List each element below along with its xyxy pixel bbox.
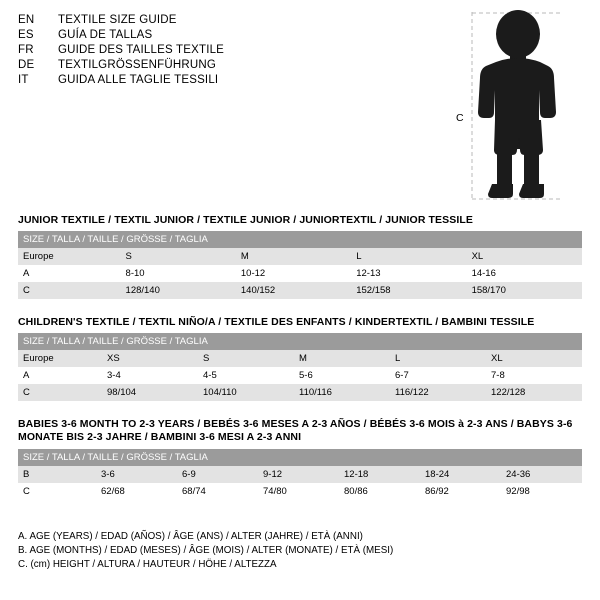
cell: S — [198, 350, 294, 367]
language-header — [18, 14, 438, 89]
childrens-size-table — [18, 333, 582, 401]
cell: 3-4 — [102, 367, 198, 384]
table-header-row — [18, 333, 582, 350]
row-label: A — [18, 265, 121, 282]
footnotes — [18, 530, 578, 572]
cell: 62/68 — [96, 483, 177, 500]
child-silhouette-icon — [440, 8, 590, 203]
row-label: C — [18, 282, 121, 299]
table-row — [18, 384, 582, 401]
language-row — [18, 29, 438, 41]
table-row — [18, 282, 582, 299]
language-row — [18, 44, 438, 56]
cell: 74/80 — [258, 483, 339, 500]
table-row — [18, 367, 582, 384]
cell: 6-7 — [390, 367, 486, 384]
cell: 128/140 — [121, 282, 236, 299]
cell: L — [351, 248, 466, 265]
table-row — [18, 483, 582, 500]
language-title: TEXTILGRÖSSENFÜHRUNG — [58, 59, 216, 71]
cell: 104/110 — [198, 384, 294, 401]
babies-size-table — [18, 449, 582, 500]
cell: 14-16 — [467, 265, 582, 282]
cell: 12-18 — [339, 466, 420, 483]
section-title: BABIES 3-6 MONTH TO 2-3 YEARS / BEBÉS 3-6 MESES A 2-3 AÑOS / BÉBÉS 3-6 MOIS à 2-3 ANS / BABYS 3-6 MONATE BIS 2-3 JAHRE / BAMBINI 3-6 MESI A 2-3 ANNI — [18, 418, 573, 443]
table-header-label: SIZE / TALLA / TAILLE / GRÖSSE / TAGLIA — [18, 333, 582, 350]
row-label: Europe — [18, 350, 102, 367]
cell: 152/158 — [351, 282, 466, 299]
language-title: GUIDE DES TAILLES TEXTILE — [58, 44, 225, 56]
language-code: EN — [18, 14, 35, 26]
measure-label-c: C — [456, 112, 464, 124]
section-title: JUNIOR TEXTILE / TEXTIL JUNIOR / TEXTILE JUNIOR / JUNIORTEXTIL / JUNIOR TESSILE — [18, 214, 473, 226]
table-header-row — [18, 449, 582, 466]
cell: 140/152 — [236, 282, 351, 299]
cell: 8-10 — [121, 265, 236, 282]
junior-textile-section — [18, 214, 582, 299]
cell: 110/116 — [294, 384, 390, 401]
cell: 18-24 — [420, 466, 501, 483]
row-label: Europe — [18, 248, 121, 265]
table-row — [18, 466, 582, 483]
language-title: GUÍA DE TALLAS — [58, 29, 153, 41]
cell: L — [390, 350, 486, 367]
row-label: B — [18, 466, 96, 483]
row-label: A — [18, 367, 102, 384]
childrens-textile-section — [18, 316, 582, 401]
language-code: IT — [18, 74, 29, 86]
footnote-b: B. AGE (MONTHS) / EDAD (MESES) / ÂGE (MOIS) / ALTER (MONATE) / ETÀ (MESI) — [18, 545, 394, 556]
table-header-label: SIZE / TALLA / TAILLE / GRÖSSE / TAGLIA — [18, 449, 582, 466]
cell: 10-12 — [236, 265, 351, 282]
row-label: C — [18, 384, 102, 401]
language-code: ES — [18, 29, 34, 41]
cell: 12-13 — [351, 265, 466, 282]
cell: 5-6 — [294, 367, 390, 384]
language-row — [18, 14, 438, 26]
language-title: GUIDA ALLE TAGLIE TESSILI — [58, 74, 219, 86]
table-header-row — [18, 231, 582, 248]
table-row — [18, 350, 582, 367]
row-label: C — [18, 483, 96, 500]
cell: 116/122 — [390, 384, 486, 401]
cell: XL — [486, 350, 582, 367]
measurement-figure — [440, 8, 590, 203]
footnote-c: C. (cm) HEIGHT / ALTURA / HAUTEUR / HÖHE / ALTEZZA — [18, 559, 277, 570]
cell: 122/128 — [486, 384, 582, 401]
cell: 98/104 — [102, 384, 198, 401]
language-code: DE — [18, 59, 35, 71]
table-row — [18, 248, 582, 265]
language-title: TEXTILE SIZE GUIDE — [58, 14, 177, 26]
table-row — [18, 265, 582, 282]
cell: 158/170 — [467, 282, 582, 299]
cell: M — [294, 350, 390, 367]
language-code: FR — [18, 44, 34, 56]
babies-textile-section — [18, 418, 582, 500]
cell: 6-9 — [177, 466, 258, 483]
language-row — [18, 74, 438, 86]
table-header-label: SIZE / TALLA / TAILLE / GRÖSSE / TAGLIA — [18, 231, 582, 248]
language-row — [18, 59, 438, 71]
section-title: CHILDREN'S TEXTILE / TEXTIL NIÑO/A / TEXTILE DES ENFANTS / KINDERTEXTIL / BAMBINI TESSILE — [18, 316, 535, 328]
junior-size-table — [18, 231, 582, 299]
cell: XL — [467, 248, 582, 265]
cell: 80/86 — [339, 483, 420, 500]
cell: 68/74 — [177, 483, 258, 500]
cell: 86/92 — [420, 483, 501, 500]
cell: 24-36 — [501, 466, 582, 483]
cell: 3-6 — [96, 466, 177, 483]
cell: XS — [102, 350, 198, 367]
cell: M — [236, 248, 351, 265]
cell: 4-5 — [198, 367, 294, 384]
cell: 7-8 — [486, 367, 582, 384]
footnote-a: A. AGE (YEARS) / EDAD (AÑOS) / ÂGE (ANS) / ALTER (JAHRE) / ETÀ (ANNI) — [18, 531, 363, 542]
cell: 9-12 — [258, 466, 339, 483]
cell: S — [121, 248, 236, 265]
cell: 92/98 — [501, 483, 582, 500]
